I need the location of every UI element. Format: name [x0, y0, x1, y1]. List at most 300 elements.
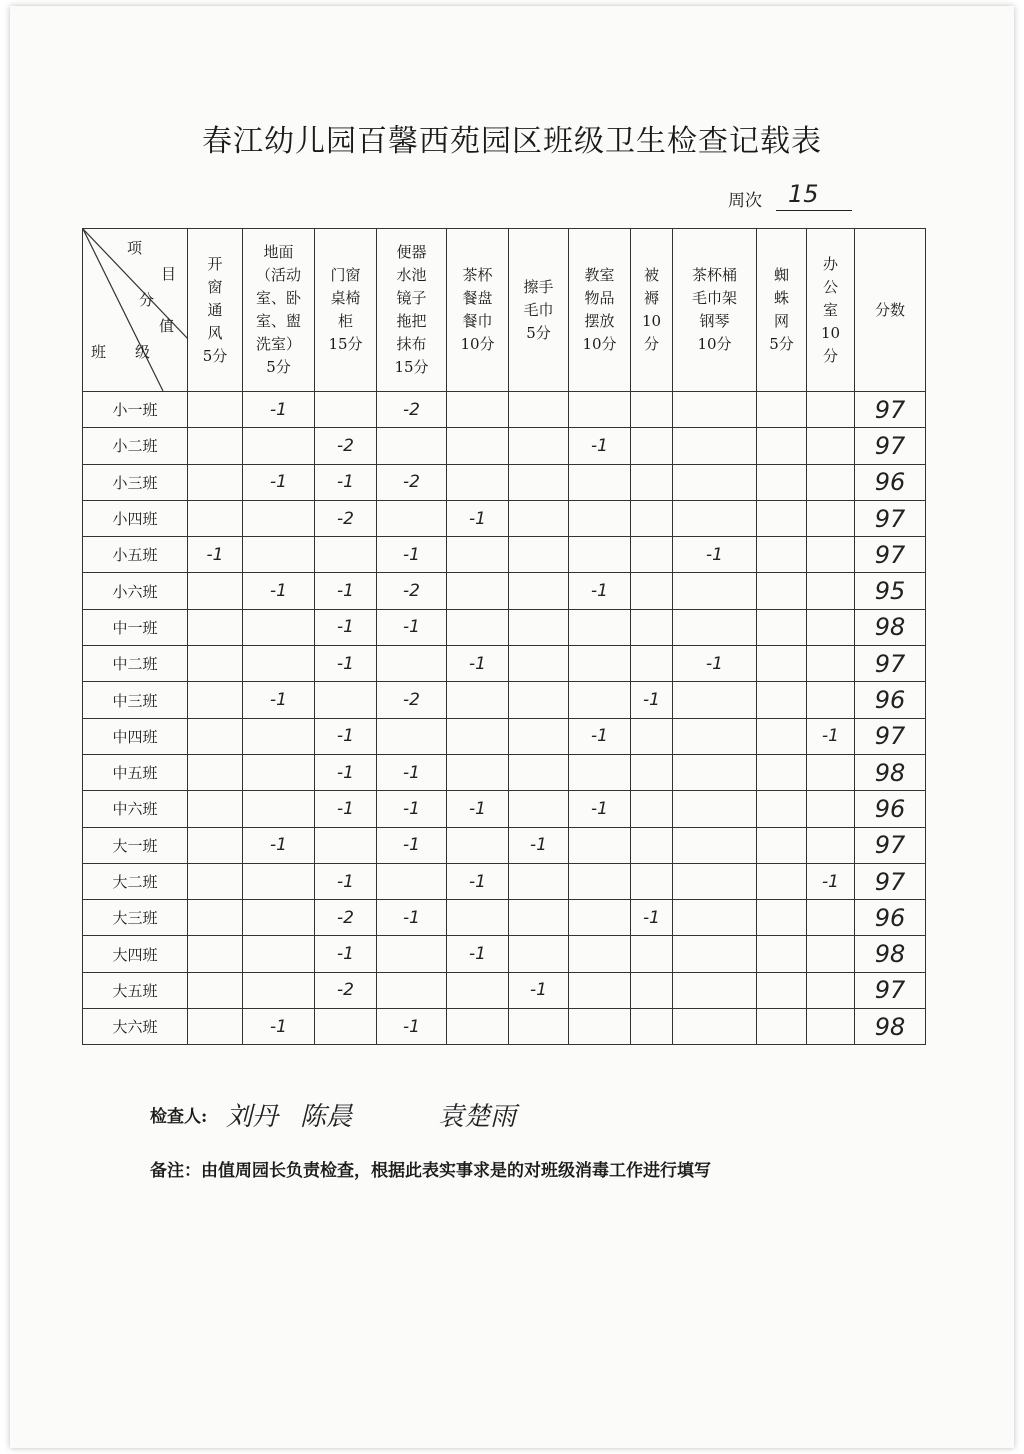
deduction-cell: [569, 972, 631, 1008]
deduction-mark: -1: [337, 653, 354, 674]
score-cell: [855, 682, 926, 718]
deduction-cell: [631, 827, 673, 863]
score-value: 97: [874, 504, 906, 533]
deduction-mark: -1: [469, 653, 486, 674]
class-name-cell: 中五班: [83, 754, 188, 790]
deduction-mark: -2: [403, 690, 420, 711]
score-value: 95: [874, 577, 906, 606]
deduction-cell: [509, 573, 569, 609]
deduction-cell: [509, 428, 569, 464]
column-header-3: 便器 水池 镜子 拖把 抹布 15分: [377, 229, 447, 392]
deduction-cell: [631, 609, 673, 645]
deduction-cell: [673, 609, 757, 645]
deduction-cell: [757, 791, 807, 827]
deduction-cell: [315, 646, 377, 682]
deduction-cell: [673, 392, 757, 428]
deduction-mark: -1: [270, 690, 287, 711]
deduction-cell: [509, 609, 569, 645]
deduction-cell: [509, 718, 569, 754]
class-name-cell: 中三班: [83, 682, 188, 718]
deduction-cell: [315, 791, 377, 827]
deduction-cell: [673, 573, 757, 609]
deduction-cell: [377, 900, 447, 936]
class-name-cell: 小一班: [83, 392, 188, 428]
deduction-mark: -1: [643, 690, 660, 711]
score-cell: [855, 464, 926, 500]
score-cell: [855, 718, 926, 754]
class-name-cell: 大三班: [83, 900, 188, 936]
deduction-mark: -1: [337, 617, 354, 638]
deduction-cell: [447, 500, 509, 536]
deduction-mark: -1: [337, 581, 354, 602]
deduction-cell: [188, 573, 243, 609]
score-cell: [855, 791, 926, 827]
deduction-cell: [807, 392, 855, 428]
deduction-cell: [315, 1009, 377, 1045]
deduction-mark: -1: [822, 726, 839, 747]
table-row: [83, 900, 926, 936]
deduction-cell: [757, 500, 807, 536]
deduction-cell: [673, 827, 757, 863]
deduction-mark: -1: [530, 980, 547, 1001]
deduction-cell: [807, 537, 855, 573]
score-value: 98: [874, 940, 906, 969]
deduction-mark: -1: [643, 907, 660, 928]
deduction-cell: [631, 573, 673, 609]
deduction-cell: [569, 682, 631, 718]
deduction-cell: [243, 392, 315, 428]
deduction-cell: [243, 900, 315, 936]
column-header-10: 办 公 室 10 分: [807, 229, 855, 392]
deduction-cell: [447, 754, 509, 790]
table-header-row: [83, 229, 926, 392]
deduction-cell: [243, 609, 315, 645]
deduction-cell: [757, 936, 807, 972]
signature-2: 陈晨: [300, 1102, 353, 1132]
deduction-cell: [673, 863, 757, 899]
deduction-cell: [757, 863, 807, 899]
score-value: 96: [874, 903, 906, 932]
table-row: [83, 754, 926, 790]
score-value: 96: [874, 686, 906, 715]
class-name-cell: 大二班: [83, 863, 188, 899]
score-value: 96: [874, 468, 906, 497]
deduction-cell: [315, 428, 377, 464]
deduction-mark: -2: [403, 472, 420, 493]
deduction-mark: -2: [337, 980, 354, 1001]
deduction-cell: [807, 791, 855, 827]
deduction-cell: [447, 791, 509, 827]
deduction-cell: [509, 863, 569, 899]
deduction-cell: [315, 464, 377, 500]
deduction-cell: [807, 682, 855, 718]
table-row: [83, 863, 926, 899]
footnote: 备注：由值周园长负责检查，根据此表实事求是的对班级消毒工作进行填写: [150, 1161, 711, 1181]
deduction-cell: [509, 972, 569, 1008]
class-name-cell: 中六班: [83, 791, 188, 827]
deduction-cell: [631, 718, 673, 754]
class-name-cell: 小五班: [83, 537, 188, 573]
deduction-mark: -1: [337, 871, 354, 892]
deduction-cell: [188, 682, 243, 718]
score-cell: [855, 936, 926, 972]
deduction-mark: -1: [706, 544, 723, 565]
corner-header: [83, 229, 188, 392]
deduction-cell: [569, 537, 631, 573]
column-header-8: 茶杯桶 毛巾架 钢琴 10分: [673, 229, 757, 392]
class-name-cell: 小二班: [83, 428, 188, 464]
deduction-cell: [807, 428, 855, 464]
deduction-mark: -2: [337, 435, 354, 456]
deduction-mark: -2: [337, 508, 354, 529]
deduction-cell: [673, 900, 757, 936]
deduction-cell: [569, 754, 631, 790]
deduction-cell: [807, 573, 855, 609]
deduction-cell: [243, 682, 315, 718]
column-header-7: 被 褥 10 分: [631, 229, 673, 392]
class-name-cell: 大四班: [83, 936, 188, 972]
deduction-cell: [673, 646, 757, 682]
deduction-cell: [243, 500, 315, 536]
deduction-mark: -1: [337, 944, 354, 965]
deduction-cell: [631, 537, 673, 573]
deduction-cell: [377, 718, 447, 754]
deduction-cell: [188, 1009, 243, 1045]
deduction-cell: [569, 718, 631, 754]
deduction-cell: [569, 609, 631, 645]
deduction-cell: [807, 718, 855, 754]
deduction-cell: [757, 1009, 807, 1045]
deduction-cell: [673, 754, 757, 790]
deduction-cell: [315, 718, 377, 754]
table-row: [83, 791, 926, 827]
column-header-2: 门窗 桌椅 柜 15分: [315, 229, 377, 392]
deduction-cell: [377, 827, 447, 863]
deduction-cell: [377, 1009, 447, 1045]
score-value: 98: [874, 613, 906, 642]
deduction-cell: [631, 900, 673, 936]
deduction-cell: [673, 464, 757, 500]
deduction-cell: [509, 537, 569, 573]
deduction-cell: [631, 863, 673, 899]
deduction-cell: [188, 537, 243, 573]
deduction-mark: -1: [270, 399, 287, 420]
deduction-cell: [807, 863, 855, 899]
deduction-cell: [315, 972, 377, 1008]
deduction-cell: [315, 500, 377, 536]
deduction-cell: [243, 1009, 315, 1045]
deduction-cell: [447, 537, 509, 573]
score-cell: [855, 573, 926, 609]
deduction-cell: [188, 500, 243, 536]
score-cell: [855, 537, 926, 573]
deduction-cell: [673, 1009, 757, 1045]
deduction-cell: [447, 936, 509, 972]
deduction-cell: [188, 464, 243, 500]
deduction-cell: [569, 464, 631, 500]
deduction-cell: [757, 646, 807, 682]
deduction-cell: [673, 972, 757, 1008]
deduction-mark: -1: [591, 581, 608, 602]
deduction-cell: [757, 827, 807, 863]
deduction-cell: [757, 392, 807, 428]
deduction-cell: [569, 646, 631, 682]
deduction-cell: [673, 537, 757, 573]
deduction-cell: [631, 754, 673, 790]
week-underline: [776, 210, 852, 211]
deduction-mark: -1: [337, 726, 354, 747]
deduction-cell: [243, 754, 315, 790]
score-cell: [855, 609, 926, 645]
score-value: 97: [874, 395, 906, 424]
deduction-cell: [243, 791, 315, 827]
score-value: 97: [874, 540, 906, 569]
deduction-cell: [569, 936, 631, 972]
deduction-cell: [569, 900, 631, 936]
class-name-cell: 中一班: [83, 609, 188, 645]
deduction-mark: -1: [591, 435, 608, 456]
column-header-0: 开 窗 通 风 5分: [188, 229, 243, 392]
score-value: 97: [874, 831, 906, 860]
deduction-cell: [188, 827, 243, 863]
deduction-cell: [757, 754, 807, 790]
deduction-cell: [569, 863, 631, 899]
deduction-cell: [188, 863, 243, 899]
table-row: [83, 972, 926, 1008]
deduction-cell: [673, 682, 757, 718]
deduction-cell: [188, 791, 243, 827]
deduction-cell: [509, 682, 569, 718]
deduction-cell: [315, 573, 377, 609]
deduction-cell: [447, 863, 509, 899]
signature-3: 袁楚雨: [438, 1102, 517, 1132]
deduction-cell: [315, 900, 377, 936]
column-header-5: 擦手 毛巾 5分: [509, 229, 569, 392]
score-value: 97: [874, 976, 906, 1005]
deduction-mark: -1: [270, 472, 287, 493]
score-value: 98: [874, 1012, 906, 1041]
deduction-cell: [807, 827, 855, 863]
score-cell: [855, 827, 926, 863]
table-row: [83, 464, 926, 500]
deduction-cell: [447, 392, 509, 428]
corner-class-1: 班: [91, 343, 107, 361]
table-row: [83, 428, 926, 464]
class-name-cell: 大一班: [83, 827, 188, 863]
deduction-mark: -1: [706, 653, 723, 674]
deduction-cell: [377, 464, 447, 500]
deduction-mark: -1: [591, 798, 608, 819]
deduction-cell: [377, 573, 447, 609]
deduction-mark: -1: [530, 835, 547, 856]
corner-item-2: 目: [161, 265, 177, 283]
inspector-label: 检查人:: [150, 1107, 208, 1127]
deduction-cell: [807, 936, 855, 972]
deduction-cell: [631, 500, 673, 536]
class-name-cell: 大六班: [83, 1009, 188, 1045]
deduction-cell: [243, 718, 315, 754]
table-row: [83, 500, 926, 536]
deduction-cell: [569, 392, 631, 428]
deduction-cell: [673, 791, 757, 827]
deduction-cell: [188, 900, 243, 936]
deduction-cell: [631, 936, 673, 972]
deduction-cell: [757, 682, 807, 718]
deduction-cell: [243, 936, 315, 972]
deduction-cell: [509, 936, 569, 972]
table-row: [83, 718, 926, 754]
class-name-cell: 中二班: [83, 646, 188, 682]
week-value: 15: [788, 180, 819, 208]
deduction-mark: -1: [822, 871, 839, 892]
deduction-mark: -2: [403, 581, 420, 602]
table-row: [83, 682, 926, 718]
deduction-cell: [243, 646, 315, 682]
deduction-cell: [631, 464, 673, 500]
deduction-cell: [509, 827, 569, 863]
deduction-mark: -2: [403, 399, 420, 420]
deduction-mark: -1: [403, 762, 420, 783]
deduction-cell: [315, 682, 377, 718]
deduction-cell: [188, 428, 243, 464]
score-cell: [855, 754, 926, 790]
deduction-cell: [757, 972, 807, 1008]
score-value: 97: [874, 431, 906, 460]
deduction-cell: [447, 464, 509, 500]
deduction-cell: [447, 827, 509, 863]
deduction-cell: [757, 428, 807, 464]
deduction-mark: -1: [403, 907, 420, 928]
deduction-mark: -1: [337, 472, 354, 493]
deduction-mark: -1: [403, 544, 420, 565]
deduction-cell: [377, 682, 447, 718]
class-name-cell: 小三班: [83, 464, 188, 500]
table-row: [83, 827, 926, 863]
score-value: 97: [874, 722, 906, 751]
deduction-cell: [447, 718, 509, 754]
table-row: [83, 573, 926, 609]
deduction-cell: [188, 646, 243, 682]
class-name-cell: 小六班: [83, 573, 188, 609]
score-value: 96: [874, 794, 906, 823]
page-title: 春江幼儿园百馨西苑园区班级卫生检查记载表: [202, 124, 822, 159]
deduction-mark: -1: [469, 871, 486, 892]
deduction-mark: -1: [469, 944, 486, 965]
score-cell: [855, 428, 926, 464]
deduction-mark: -2: [337, 907, 354, 928]
deduction-mark: -1: [270, 835, 287, 856]
deduction-cell: [509, 900, 569, 936]
deduction-cell: [757, 464, 807, 500]
deduction-mark: -1: [403, 835, 420, 856]
deduction-cell: [569, 573, 631, 609]
deduction-cell: [509, 500, 569, 536]
deduction-cell: [631, 428, 673, 464]
corner-score-1: 分: [139, 291, 155, 309]
deduction-cell: [807, 609, 855, 645]
deduction-cell: [447, 428, 509, 464]
deduction-mark: -1: [337, 762, 354, 783]
corner-score-2: 值: [159, 317, 175, 335]
deduction-cell: [243, 863, 315, 899]
deduction-cell: [509, 392, 569, 428]
column-header-1: 地面 （活动 室、卧 室、盥 洗室） 5分: [243, 229, 315, 392]
deduction-cell: [188, 972, 243, 1008]
deduction-cell: [315, 827, 377, 863]
deduction-cell: [315, 863, 377, 899]
corner-item-1: 项: [127, 239, 143, 257]
score-value: 97: [874, 867, 906, 896]
deduction-cell: [673, 500, 757, 536]
deduction-cell: [447, 609, 509, 645]
deduction-cell: [509, 464, 569, 500]
deduction-cell: [807, 754, 855, 790]
deduction-cell: [673, 936, 757, 972]
deduction-cell: [509, 646, 569, 682]
score-cell: [855, 1009, 926, 1045]
deduction-cell: [315, 609, 377, 645]
deduction-cell: [569, 791, 631, 827]
corner-class-2: 级: [135, 343, 151, 361]
class-name-cell: 小四班: [83, 500, 188, 536]
score-cell: [855, 972, 926, 1008]
deduction-mark: -1: [403, 1016, 420, 1037]
deduction-cell: [315, 936, 377, 972]
column-header-4: 茶杯 餐盘 餐巾 10分: [447, 229, 509, 392]
deduction-mark: -1: [270, 581, 287, 602]
deduction-mark: -1: [469, 798, 486, 819]
deduction-cell: [377, 428, 447, 464]
deduction-cell: [447, 972, 509, 1008]
deduction-cell: [243, 972, 315, 1008]
deduction-cell: [569, 428, 631, 464]
class-name-cell: 中四班: [83, 718, 188, 754]
inspection-table: [82, 228, 926, 1045]
score-cell: [855, 392, 926, 428]
deduction-cell: [377, 863, 447, 899]
table-row: [83, 646, 926, 682]
deduction-cell: [807, 1009, 855, 1045]
table-row: [83, 1009, 926, 1045]
deduction-mark: -1: [270, 1016, 287, 1037]
column-header-9: 蜘 蛛 网 5分: [757, 229, 807, 392]
deduction-cell: [315, 754, 377, 790]
deduction-cell: [377, 754, 447, 790]
deduction-cell: [188, 718, 243, 754]
score-value: 97: [874, 649, 906, 678]
week-label: 周次: [728, 191, 762, 211]
deduction-cell: [377, 791, 447, 827]
deduction-cell: [673, 718, 757, 754]
deduction-cell: [243, 428, 315, 464]
deduction-cell: [631, 1009, 673, 1045]
score-value: 98: [874, 758, 906, 787]
deduction-cell: [315, 537, 377, 573]
deduction-mark: -1: [403, 798, 420, 819]
score-cell: [855, 863, 926, 899]
deduction-cell: [673, 428, 757, 464]
table-row: [83, 392, 926, 428]
deduction-cell: [807, 464, 855, 500]
deduction-cell: [377, 609, 447, 645]
deduction-cell: [757, 718, 807, 754]
deduction-mark: -1: [469, 508, 486, 529]
class-name-cell: 大五班: [83, 972, 188, 1008]
deduction-cell: [447, 682, 509, 718]
signature-1: 刘丹: [226, 1102, 279, 1132]
deduction-cell: [631, 791, 673, 827]
table-body: [83, 392, 926, 1045]
